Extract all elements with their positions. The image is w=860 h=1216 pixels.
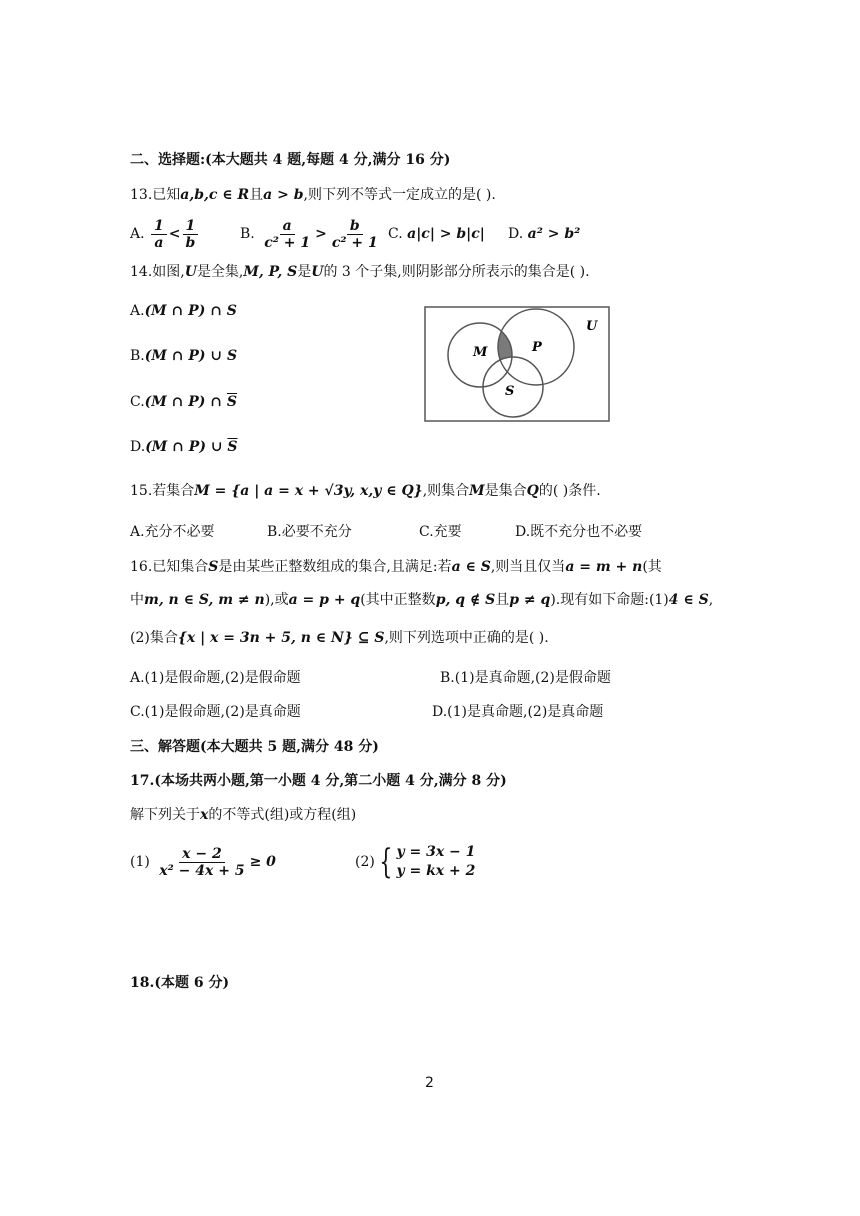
text: , <box>708 592 714 608</box>
math: a = p + q <box>288 592 361 608</box>
q13-vars: a,b,c ∈ R <box>180 187 250 203</box>
text: 且 <box>495 592 510 608</box>
text: ,则下列选项中正确的是( ). <box>384 630 549 646</box>
q15-option-a: A.充分不必要 <box>130 524 215 540</box>
q14-option-d <box>130 437 238 457</box>
option-expression: (M ∩ P) ∪ S <box>144 348 238 364</box>
text: 中 <box>130 592 144 608</box>
equation-2: y = kx + 2 <box>396 863 476 879</box>
option-label: D. <box>508 226 524 242</box>
q16-line-2 <box>130 590 713 610</box>
label-m: M <box>473 345 488 360</box>
option-expression: (M ∩ P) ∩ <box>144 394 227 410</box>
q14-universal-set: U <box>311 264 324 280</box>
text: ).现有如下命题:(1) <box>550 592 669 608</box>
q13-stem <box>130 185 496 205</box>
option-label: C. <box>388 226 403 242</box>
option-label: D. <box>130 439 146 455</box>
q14-stem-suffix: 的 3 个子集,则阴影部分所表示的集合是( ). <box>323 264 590 280</box>
option-expression: (M ∩ P) ∩ S <box>144 303 237 319</box>
q15-stem <box>130 481 601 501</box>
q15-stem-mid2: 是集合 <box>484 483 527 499</box>
fraction-denominator: x² − 4x + 5 <box>159 862 245 879</box>
variable-x: x <box>200 807 209 823</box>
q15-stem-mid: ,则集合 <box>422 483 470 499</box>
q16-option-a: A.(1)是假命题,(2)是假命题 <box>130 670 301 686</box>
q15-option-b: B.必要不充分 <box>267 524 352 540</box>
q13-stem-prefix: 13.已知 <box>130 187 181 203</box>
q16-option-d: D.(1)是真命题,(2)是真命题 <box>432 704 604 720</box>
q14-stem-prefix: 14.如图, <box>130 264 185 280</box>
option-label: B. <box>130 348 145 364</box>
math: {x | x = 3n + 5, n ∈ N} ⊆ S <box>177 630 385 646</box>
q15-option-d: D.既不充分也不必要 <box>515 524 643 540</box>
fraction-numerator: b <box>347 218 363 235</box>
option-expression: a|c| > b|c| <box>407 226 485 242</box>
math: p, q ∉ S <box>435 592 496 608</box>
complement-set: $\overline{S}$ <box>226 394 238 410</box>
q14-option-a <box>130 301 237 321</box>
text: ),或 <box>264 592 289 608</box>
q16-line-3 <box>130 628 549 648</box>
fraction-numerator: 1 <box>183 218 199 235</box>
option-label: B. <box>240 226 255 242</box>
q15-option-c: C.充要 <box>419 524 462 540</box>
q13-stem-mid: 且 <box>249 187 264 203</box>
text: ,则当且仅当 <box>490 559 566 575</box>
part-label: (1) <box>130 854 150 870</box>
math: 4 ∈ S <box>668 592 709 608</box>
math: m, n ∈ S, m ≠ n <box>144 592 265 608</box>
q14-stem-mid2: 是 <box>297 264 312 280</box>
q14-option-c <box>130 392 237 412</box>
q17-intro <box>130 805 356 825</box>
math: a ∈ S <box>451 559 491 575</box>
text: 是由某些正整数组成的集合,且满足:若 <box>218 559 452 575</box>
section-2-title: 二、选择题:(本大题共 4 题,每题 4 分,满分 16 分) <box>130 152 451 168</box>
math: S <box>208 559 219 575</box>
math: a = m + n <box>565 559 643 575</box>
text: (其 <box>642 559 662 575</box>
option-expression: (M ∩ P) ∪ <box>145 439 228 455</box>
q15-stem-suffix: 的( )条件. <box>538 483 601 499</box>
q13-option-c <box>388 224 485 244</box>
part-label: (2) <box>355 854 375 870</box>
relation-sign: < <box>168 226 181 242</box>
q16-option-b: B.(1)是真命题,(2)是假命题 <box>440 670 611 686</box>
fraction-denominator: a <box>154 234 164 251</box>
section-3-title: 三、解答题(本大题共 5 题,满分 48 分) <box>130 739 379 755</box>
venn-diagram <box>424 306 610 422</box>
q13-option-a <box>130 216 200 252</box>
q14-stem <box>130 262 590 282</box>
relation: ≥ 0 <box>249 854 276 870</box>
complement-set: $\overline{S}$ <box>227 439 238 455</box>
label-s: S <box>505 384 515 399</box>
page-number: 2 <box>425 1075 434 1091</box>
q13-condition: a > b <box>263 187 304 203</box>
q15-set-m: M <box>469 483 485 499</box>
text: (其中正整数 <box>360 592 436 608</box>
q14-stem-mid: 是全集, <box>196 264 244 280</box>
label-u: U <box>586 319 598 334</box>
fraction-denominator: c² + 1 <box>264 234 311 251</box>
q18-title: 18.(本题 6 分) <box>130 975 230 991</box>
q13-option-d <box>508 224 580 244</box>
fraction-numerator: 1 <box>151 218 167 235</box>
text: 16.已知集合 <box>130 559 209 575</box>
q14-universal-set: U <box>184 264 197 280</box>
option-label: C. <box>130 394 145 410</box>
q17-part-1 <box>130 842 276 882</box>
option-label: A. <box>130 226 145 242</box>
q17-title: 17.(本场共两小题,第一小题 4 分,第二小题 4 分,满分 8 分) <box>130 773 507 789</box>
math: p ≠ q <box>509 592 551 608</box>
q15-stem-prefix: 15.若集合 <box>130 483 195 499</box>
q13-option-b <box>240 216 383 252</box>
q14-option-b <box>130 346 237 366</box>
text: (2)集合 <box>130 630 178 646</box>
left-brace-icon: { <box>379 842 393 882</box>
relation-sign: > <box>315 226 327 242</box>
q15-set-q: Q <box>526 483 539 499</box>
q17-part-2 <box>355 842 475 882</box>
fraction-numerator: a <box>280 218 295 235</box>
text: 解下列关于 <box>130 807 200 823</box>
q15-set-expression: M = {a | a = x + √3y, x,y ∈ Q} <box>194 483 423 499</box>
fraction-numerator: x − 2 <box>179 846 225 863</box>
fraction-denominator: c² + 1 <box>331 234 378 251</box>
equation-1: y = 3x − 1 <box>396 844 476 860</box>
q14-subsets: M, P, S <box>243 264 298 280</box>
q16-line-1 <box>130 557 662 577</box>
q16-option-c: C.(1)是假命题,(2)是真命题 <box>130 704 301 720</box>
q13-stem-suffix: ,则下列不等式一定成立的是( ). <box>303 187 496 203</box>
label-p: P <box>532 340 542 355</box>
option-label: A. <box>130 303 145 319</box>
fraction-denominator: b <box>185 234 196 251</box>
option-expression: a² > b² <box>527 226 581 242</box>
text: 的不等式(组)或方程(组) <box>208 807 357 823</box>
universal-set-box <box>425 307 609 421</box>
